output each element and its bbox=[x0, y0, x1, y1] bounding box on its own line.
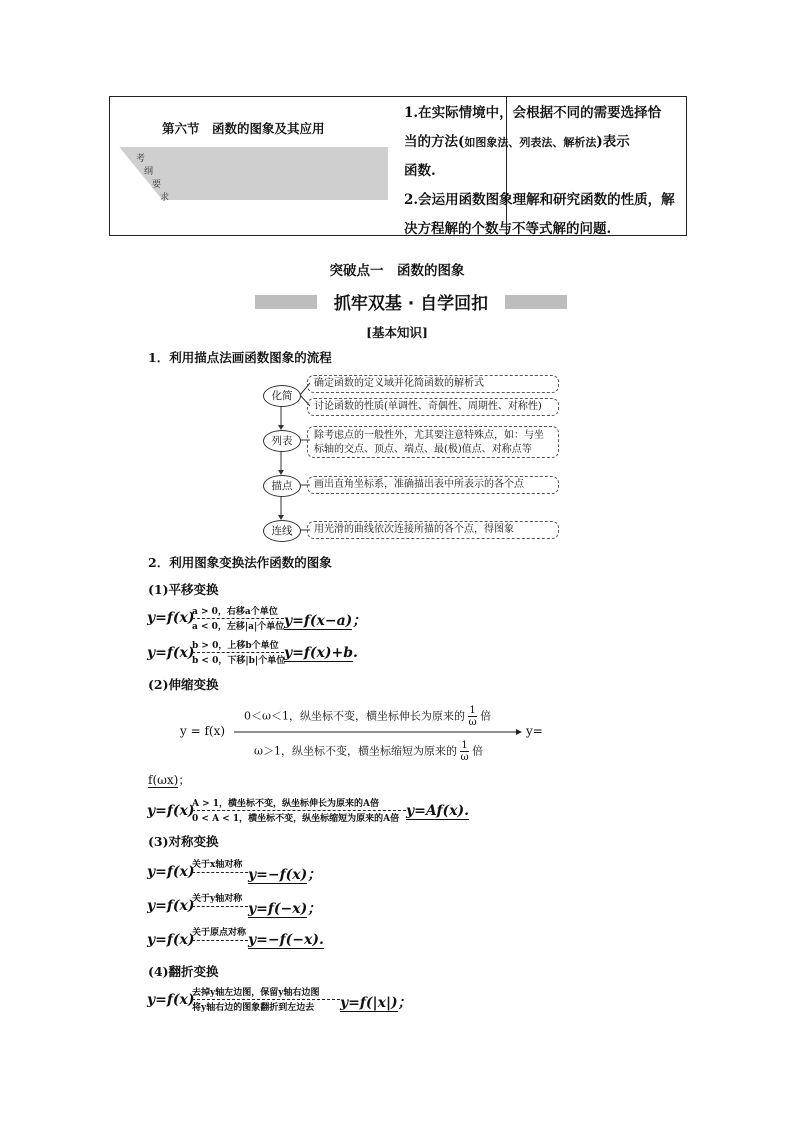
stretch-formula-2-right: y=Af(x). bbox=[406, 803, 469, 819]
translation-cond-2-top: b > 0，上移b个单位 bbox=[192, 641, 279, 651]
flow-node-connect: 连线 bbox=[263, 520, 301, 542]
requirement-char-3: 要 bbox=[152, 180, 162, 190]
banner-bar-right bbox=[505, 295, 567, 309]
flow-node-table: 列表 bbox=[263, 430, 301, 452]
stretch-right: y= bbox=[526, 724, 543, 738]
flip-formula-1-left: y=f(x) bbox=[147, 992, 195, 1008]
flow-box-domain: 确定函数的定义域并化简函数的解析式 bbox=[307, 375, 559, 393]
stretch-formula-2-left: y=f(x) bbox=[147, 803, 195, 819]
flow-box-plot: 画出直角坐标系，准确描出表中所表示的各个点 bbox=[307, 476, 559, 494]
section1-heading: 1．利用描点法画函数图象的流程 bbox=[148, 350, 332, 365]
flip-heading: (4)翻折变换 bbox=[148, 964, 219, 979]
requirement-char-4: 求 bbox=[160, 193, 170, 203]
flow-box-connect: 用光滑的曲线依次连接所描的各个点，得图象 bbox=[307, 521, 559, 539]
translation-formula-2-left: y=f(x) bbox=[147, 645, 195, 661]
flow-box-properties: 讨论函数的性质(单调性、奇偶性、周期性、对称性) bbox=[307, 398, 559, 416]
symmetry-formula-1-right: y=−f(x)； bbox=[248, 867, 322, 883]
translation-cond-1-top: a > 0，右移a个单位 bbox=[192, 607, 278, 617]
translation-heading: (1)平移变换 bbox=[148, 582, 219, 597]
symmetry-cond-3: 关于原点对称 bbox=[192, 928, 247, 938]
requirement-line: 决方程解的个数与不等式解的问题. bbox=[404, 221, 612, 237]
requirement-banner-shape bbox=[118, 147, 390, 203]
stretch-result: f(ωx)； bbox=[148, 773, 191, 787]
breakthrough-title: 突破点一 函数的图象 bbox=[329, 263, 465, 279]
requirement-char-1: 考 bbox=[136, 154, 146, 164]
requirement-line: 当的方法(如图象法、列表法、解析法)表示 bbox=[404, 134, 630, 150]
translation-cond-1-bottom: a < 0，左移|a|个单位 bbox=[192, 622, 285, 632]
translation-cond-2-bottom: b < 0，下移|b|个单位 bbox=[192, 656, 286, 666]
stretch-cond-top: 0＜ω＜1，纵坐标不变，横坐标伸长为原来的 $\frac{1}{\omega}$ 倍 bbox=[244, 705, 492, 728]
stretch-cond-2-top: A > 1，横坐标不变，纵坐标伸长为原来的A倍 bbox=[192, 799, 380, 809]
symmetry-formula-2-left: y=f(x) bbox=[147, 898, 195, 914]
section-banner bbox=[255, 292, 567, 312]
translation-formula-1-right: y=f(x−a)； bbox=[284, 613, 367, 629]
requirement-line: 函数. bbox=[404, 163, 436, 179]
basic-knowledge-label: [基本知识] bbox=[366, 325, 428, 340]
translation-formula-2-right: y=f(x)+b. bbox=[284, 645, 358, 661]
requirement-line: 1.在实际情境中，会根据不同的需要选择恰 bbox=[404, 105, 662, 121]
banner-title: 抓牢双基 · 自学回扣 bbox=[333, 294, 489, 314]
flip-formula-1-right: y=f(|x|)； bbox=[340, 995, 412, 1011]
stretch-left: y = f(x) bbox=[180, 724, 226, 738]
transform-arrow bbox=[192, 940, 248, 942]
symmetry-cond-1: 关于x轴对称 bbox=[192, 860, 243, 870]
flip-cond-bottom: 将y轴右边的图象翻折到左边去 bbox=[192, 1003, 315, 1013]
flow-node-simplify: 化简 bbox=[263, 385, 301, 407]
section-title: 第六节 函数的图象及其应用 bbox=[162, 121, 325, 136]
stretch-heading: (2)伸缩变换 bbox=[148, 677, 219, 692]
stretch-arrow bbox=[234, 728, 524, 738]
section2-heading: 2．利用图象变换法作函数的图象 bbox=[148, 555, 332, 570]
requirement-banner bbox=[118, 147, 390, 207]
banner-bar-left bbox=[255, 295, 317, 309]
flip-cond-top: 去掉y轴左边图，保留y轴右边图 bbox=[192, 988, 320, 998]
translation-formula-1-left: y=f(x) bbox=[147, 610, 195, 626]
requirement-line: 2.会运用函数图象理解和研究函数的性质，解 bbox=[404, 192, 675, 208]
symmetry-formula-1-left: y=f(x) bbox=[147, 864, 195, 880]
flow-box-special-points: 除考虑点的一般性外，尤其要注意特殊点，如：与坐 标轴的交点、顶点、端点、最(极)值点、对称点等 bbox=[307, 426, 559, 458]
symmetry-heading: (3)对称变换 bbox=[148, 834, 219, 849]
requirement-char-2: 纲 bbox=[144, 167, 154, 177]
transform-arrow bbox=[192, 872, 248, 874]
symmetry-formula-3-left: y=f(x) bbox=[147, 932, 195, 948]
symmetry-formula-2-right: y=f(−x)； bbox=[248, 901, 322, 917]
stretch-cond-bottom: ω＞1，纵坐标不变，横坐标缩短为原来的 $\frac{1}{\omega}$ 倍 bbox=[254, 740, 484, 763]
symmetry-formula-3-right: y=−f(−x). bbox=[248, 932, 324, 948]
symmetry-cond-2: 关于y轴对称 bbox=[192, 894, 243, 904]
stretch-cond-2-bottom: 0 < A < 1，横坐标不变，纵坐标缩短为原来的A倍 bbox=[192, 814, 400, 824]
flow-node-plot: 描点 bbox=[263, 475, 301, 497]
curriculum-table bbox=[109, 96, 687, 236]
transform-arrow bbox=[192, 906, 248, 908]
requirements-text bbox=[404, 97, 684, 244]
